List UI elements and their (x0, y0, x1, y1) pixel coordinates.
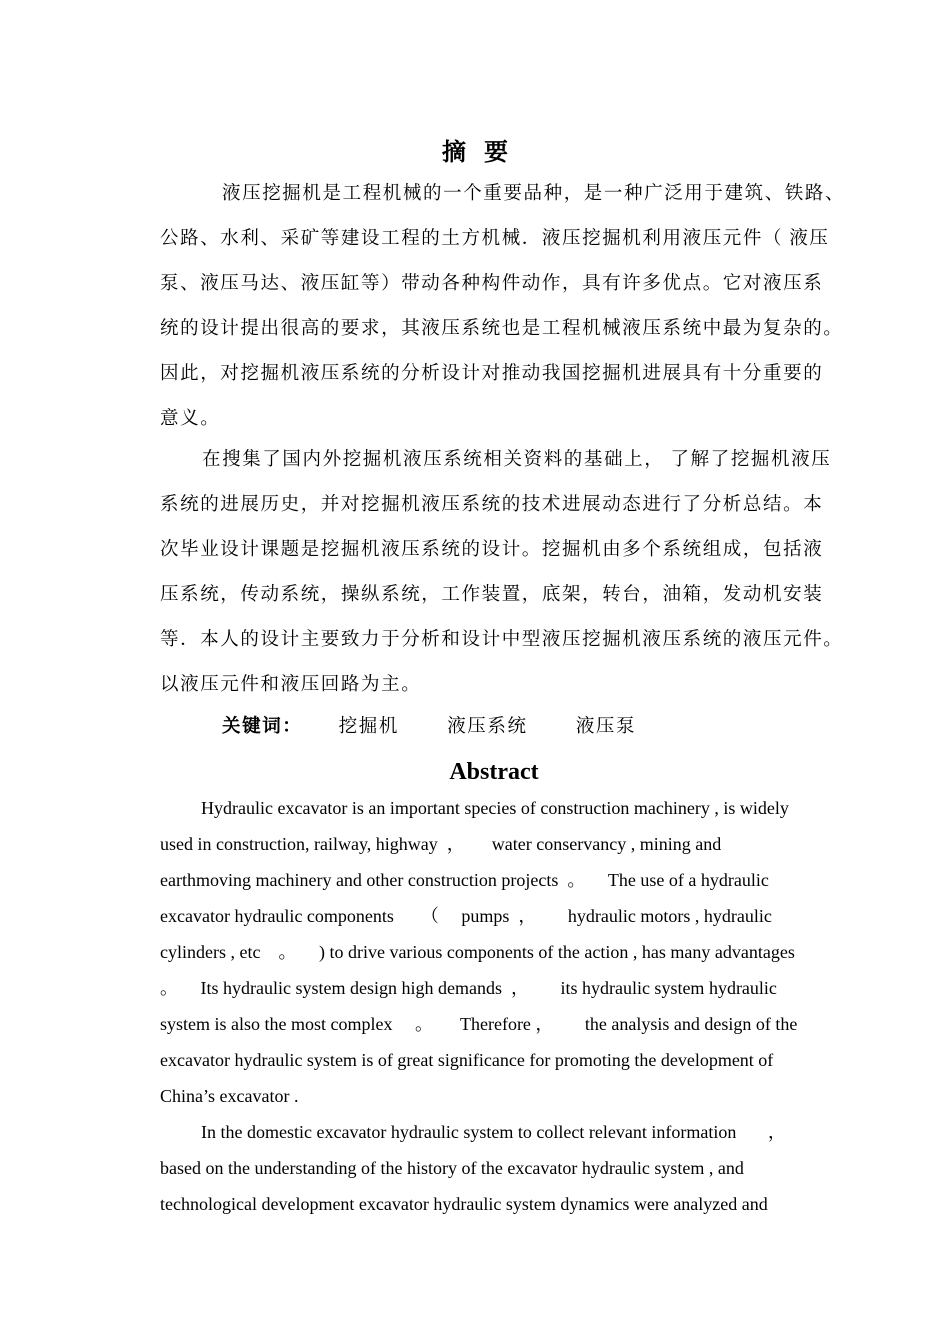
cn-para2-line: 压系统，传动系统，操纵系统，工作装置，底架，转台，油箱，发动机安装 (160, 585, 824, 605)
keywords-label: 关键词： (222, 717, 303, 737)
en-abstract-title: Abstract (449, 759, 539, 785)
cn-para1-line: 意义。 (160, 409, 221, 429)
en-para1-line: Hydraulic excavator is an important species of construction machinery , is widely (201, 798, 789, 818)
en-para2-line: In the domestic excavator hydraulic system to collect relevant information ， (201, 1122, 786, 1142)
cn-para2-line: 系统的进展历史，并对挖掘机液压系统的技术进展动态进行了分析总结。本 (160, 495, 824, 515)
en-para2-line: technological development excavator hydraulic system dynamics were analyzed and (160, 1194, 768, 1214)
cn-para1-line: 公路、水利、采矿等建设工程的土方机械．液压挖掘机利用液压元件（ 液压 (160, 229, 830, 249)
keywords-line (222, 714, 636, 740)
cn-para1-line: 因此，对挖掘机液压系统的分析设计对推动我国挖掘机进展具有十分重要的 (160, 364, 824, 384)
en-para1-line: earthmoving machinery and other construction projects 。 The use of a hydraulic (160, 870, 769, 890)
cn-para1-line: 泵、液压马达、液压缸等）带动各种构件动作，具有许多优点。它对液压系 (160, 274, 824, 294)
keyword: 液压系统 (447, 717, 528, 737)
en-para1-line: cylinders , etc 。 ) to drive various components of the action , has many advantages (160, 942, 795, 962)
cn-para2-line: 等．本人的设计主要致力于分析和设计中型液压挖掘机液压系统的液压元件。 (160, 630, 844, 650)
en-para1-line: excavator hydraulic system is of great significance for promoting the development of (160, 1050, 774, 1070)
cn-para2-line: 次毕业设计课题是挖掘机液压系统的设计。挖掘机由多个系统组成，包括液 (160, 540, 824, 560)
keyword: 液压泵 (575, 717, 637, 737)
en-para2-line: based on the understanding of the history of the excavator hydraulic system , and (160, 1158, 744, 1178)
cn-abstract-title: 摘要 (442, 140, 526, 166)
cn-para1-line: 液压挖掘机是工程机械的一个重要品种，是一种广泛用于建筑、铁路、 (222, 184, 846, 204)
en-para1-line: system is also the most complex 。 Therefore ， the analysis and design of the (160, 1014, 798, 1034)
cn-para2-line: 以液压元件和液压回路为主。 (160, 675, 422, 695)
cn-para1-line: 统的设计提出很高的要求，其液压系统也是工程机械液压系统中最为复杂的。 (160, 319, 844, 339)
en-para1-line: 。 Its hydraulic system design high demands ， its hydraulic system hydraulic (160, 978, 777, 998)
en-para1-line: China’s excavator . (160, 1086, 299, 1106)
en-para1-line: excavator hydraulic components （ pumps ， hydraulic motors , hydraulic (160, 906, 772, 926)
cn-para2-line: 在搜集了国内外挖掘机液压系统相关资料的基础上， 了解了挖掘机液压 (202, 450, 832, 470)
keyword: 挖掘机 (338, 717, 399, 737)
en-para1-line: used in construction, railway, highway ， water conservancy , mining and (160, 834, 722, 854)
